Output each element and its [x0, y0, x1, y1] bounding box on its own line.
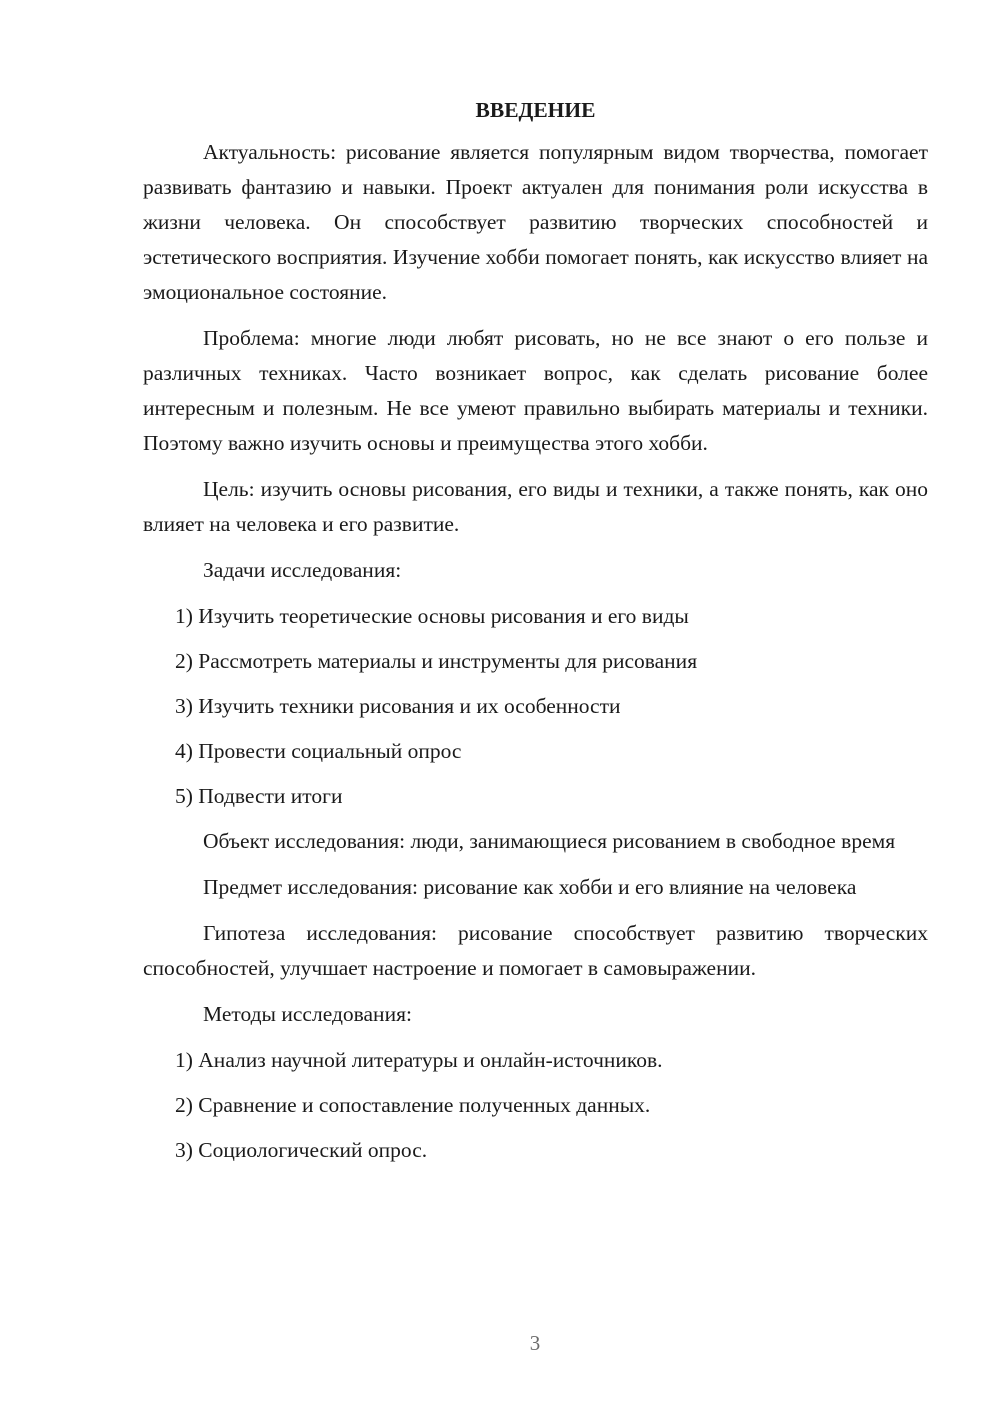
paragraph-hypothesis: Гипотеза исследования: рисование способствует развитию творческих способностей, улучшает настроение и помогает в самовыражении.: [143, 921, 928, 980]
document-title: ВВЕДЕНИЕ: [475, 98, 596, 122]
list-item: 2) Сравнение и сопоставление полученных данных.: [175, 1093, 651, 1117]
list-item: 3) Изучить техники рисования и их особенности: [175, 694, 621, 718]
paragraph-goal: Цель: изучить основы рисования, его виды и техники, а также понять, как оно влияет на человека и его развитие.: [143, 477, 928, 536]
methods-list: [143, 1043, 928, 1168]
tasks-list: [143, 599, 928, 814]
paragraph-object: Объект исследования: люди, занимающиеся рисованием в свободное время: [203, 829, 896, 853]
paragraph-problem: Проблема: многие люди любят рисовать, но не все знают о его пользе и различных техниках. Часто возникает вопрос, как сделать рисование более интересным и полезным. Не все умеют правильно выбирать материалы и техники. Поэтому важно изучить основы и преимущества этого хобби.: [143, 326, 928, 455]
list-item: 3) Социологический опрос.: [175, 1138, 428, 1162]
list-item: 5) Подвести итоги: [175, 784, 343, 808]
tasks-heading: Задачи исследования:: [203, 558, 402, 582]
page-number: 3: [529, 1331, 541, 1355]
document-page: [143, 95, 928, 1178]
list-item: 1) Анализ научной литературы и онлайн-источников.: [175, 1048, 663, 1072]
paragraph-subject: Предмет исследования: рисование как хобби и его влияние на человека: [203, 875, 857, 899]
list-item: 4) Провести социальный опрос: [175, 739, 462, 763]
paragraph-relevance: Актуальность: рисование является популярным видом творчества, помогает развивать фантазию и навыки. Проект актуален для понимания роли искусства в жизни человека. Он способствует развитию творческих способностей и эстетического восприятия. Изучение хобби помогает понять, как искусство влияет на эмоциональное состояние.: [143, 140, 928, 304]
methods-heading: Методы исследования:: [203, 1002, 412, 1026]
list-item: 2) Рассмотреть материалы и инструменты для рисования: [175, 649, 698, 673]
list-item: 1) Изучить теоретические основы рисования и его виды: [175, 604, 689, 628]
